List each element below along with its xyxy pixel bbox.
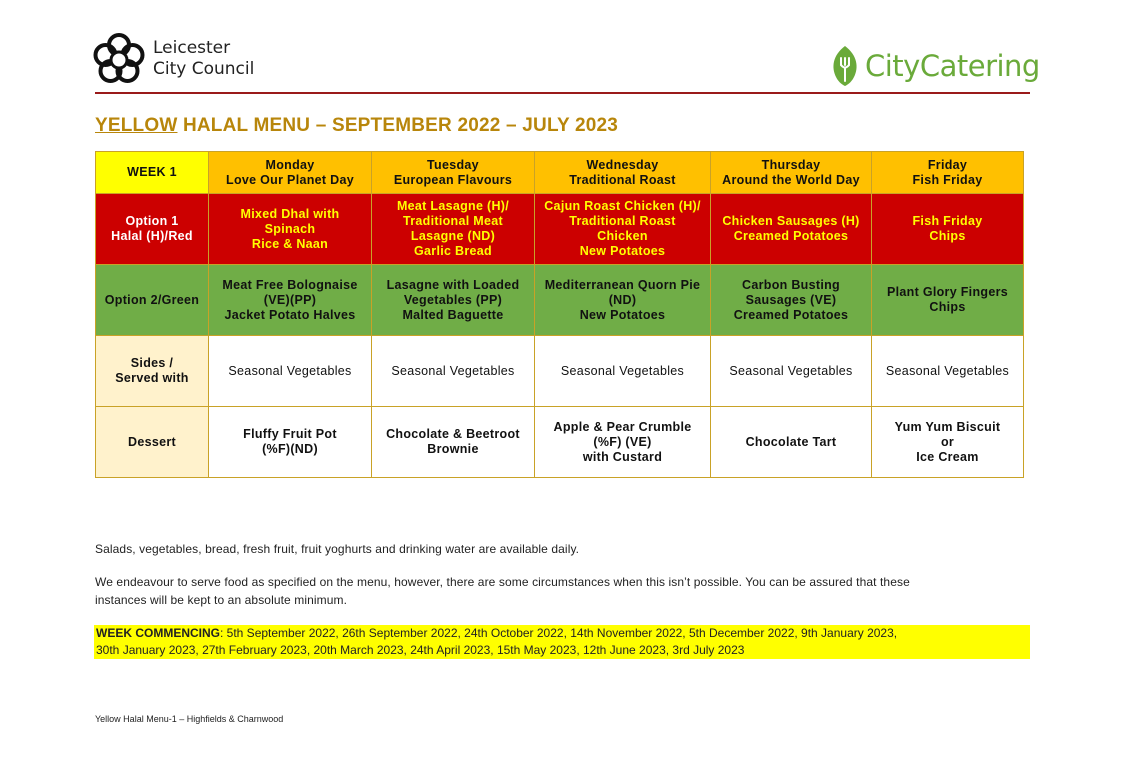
- day-header-monday: [209, 152, 372, 194]
- menu-cell: [535, 265, 711, 336]
- dish-line: Brownie: [427, 442, 479, 456]
- dish-line: Yum Yum Biscuit: [894, 419, 1001, 434]
- menu-cell: [372, 194, 535, 265]
- menu-cell: [872, 194, 1024, 265]
- menu-cell: [209, 265, 372, 336]
- week-commencing-line: : 5th September 2022, 26th September 2022, 24th October 2022, 14th November 2022, 5th December 2022, 9th January 2023,: [220, 626, 898, 640]
- menu-cell: [372, 407, 535, 478]
- menu-table: [95, 151, 1024, 478]
- table-row-option-1: [96, 194, 1024, 265]
- day-name: Wednesday: [586, 157, 659, 172]
- endeavour-line: We endeavour to serve food as specified on the menu, however, there are some circumstances when this isn’t possible. You can be assured that these: [95, 575, 910, 589]
- label-line: Served with: [115, 371, 189, 385]
- dish-line: Spinach: [264, 221, 316, 236]
- week-commencing-dates: [94, 625, 1030, 659]
- title-rest: HALAL MENU – SEPTEMBER 2022 – JULY 2023: [177, 115, 619, 136]
- dish-line: Malted Baguette: [402, 307, 504, 322]
- menu-cell: [372, 265, 535, 336]
- row-label: [96, 265, 209, 336]
- row-label: [96, 336, 209, 407]
- dish-line: Mediterranean Quorn Pie: [544, 277, 701, 292]
- dish-line: with Custard: [582, 449, 663, 464]
- label-line: Halal (H)/Red: [111, 229, 193, 243]
- menu-cell: [711, 194, 872, 265]
- dish-line: Lasagne with Loaded: [386, 277, 520, 292]
- title-colour-word: YELLOW: [95, 115, 178, 136]
- table-header-row: [96, 152, 1024, 194]
- day-header-tuesday: [372, 152, 535, 194]
- council-name-line1: Leicester: [153, 38, 231, 58]
- menu-cell: [372, 336, 535, 407]
- dish-line: Seasonal Vegetables: [729, 363, 853, 378]
- week-label: WEEK 1: [96, 152, 209, 194]
- leicester-city-council-logo: [92, 32, 254, 86]
- page-title: [95, 115, 618, 137]
- dish-line: Chips: [929, 229, 966, 243]
- day-name: Tuesday: [427, 157, 479, 172]
- day-theme: European Flavours: [393, 172, 513, 187]
- week-commencing-label: WEEK COMMENCING: [96, 626, 220, 640]
- label-line: Option 1: [125, 214, 179, 228]
- endeavour-note: [95, 573, 1030, 609]
- dish-line: (%F)(ND): [262, 442, 318, 456]
- dish-line: Traditional Meat: [403, 214, 503, 228]
- menu-cell: [711, 336, 872, 407]
- dish-line: New Potatoes: [579, 307, 666, 322]
- city-catering-logo: [830, 45, 1040, 87]
- dish-line: Sausages (VE): [745, 292, 837, 307]
- dish-line: Ice Cream: [916, 449, 979, 464]
- dish-line: Seasonal Vegetables: [228, 363, 352, 378]
- dish-line: Chips: [929, 300, 966, 314]
- dish-line: Seasonal Vegetables: [560, 363, 685, 378]
- menu-cell: [535, 194, 711, 265]
- dish-line: Traditional Roast: [569, 214, 676, 228]
- table-row-sides: [96, 336, 1024, 407]
- dish-line: or: [940, 434, 955, 449]
- dish-line: (ND): [608, 292, 637, 307]
- leaf-fork-icon: [830, 45, 860, 87]
- dish-line: Creamed Potatoes: [733, 229, 849, 243]
- endeavour-line: instances will be kept to an absolute minimum.: [95, 593, 348, 607]
- label-line: Dessert: [128, 434, 176, 449]
- dish-line: (%F) (VE): [593, 434, 652, 449]
- menu-cell: [209, 194, 372, 265]
- dish-line: Creamed Potatoes: [733, 307, 849, 322]
- table-row-option-2: [96, 265, 1024, 336]
- page-footer: Yellow Halal Menu-1 – Highfields & Charnwood: [95, 714, 284, 724]
- label-line: Sides /: [130, 356, 174, 370]
- dish-line: Vegetables (PP): [403, 292, 503, 307]
- dish-line: Meat Free Bolognaise: [222, 277, 358, 292]
- dish-line: Carbon Busting: [742, 277, 840, 292]
- row-label: [96, 407, 209, 478]
- label-line: Option 2/Green: [104, 292, 200, 307]
- week-commencing-line: 30th January 2023, 27th February 2023, 20th March 2023, 24th April 2023, 15th May 2023, 12th June 2023, 3rd July 2023: [96, 643, 745, 657]
- day-name: Friday: [927, 157, 968, 172]
- day-header-friday: [872, 152, 1024, 194]
- menu-cell: [711, 265, 872, 336]
- dish-line: Meat Lasagne (H)/: [396, 199, 510, 213]
- dish-line: Fish Friday: [912, 214, 983, 228]
- menu-cell: [535, 407, 711, 478]
- dish-line: Seasonal Vegetables: [391, 363, 515, 378]
- dish-line: (VE)(PP): [263, 292, 317, 307]
- dish-line: Plant Glory Fingers: [886, 285, 1008, 299]
- day-name: Monday: [265, 157, 315, 172]
- dish-line: Chicken: [597, 229, 648, 243]
- cinquefoil-icon: [92, 32, 146, 86]
- council-name-line2: City Council: [153, 59, 255, 79]
- menu-cell: [872, 407, 1024, 478]
- dish-line: Lasagne (ND): [410, 229, 496, 243]
- menu-cell: [872, 336, 1024, 407]
- dish-line: Cajun Roast Chicken (H)/: [544, 199, 701, 213]
- menu-cell: [209, 407, 372, 478]
- header-divider: [95, 92, 1030, 94]
- menu-cell: [872, 265, 1024, 336]
- dish-line: Mixed Dhal with: [240, 206, 340, 221]
- dish-line: Apple & Pear Crumble: [553, 419, 692, 434]
- day-header-thursday: [711, 152, 872, 194]
- dish-line: Chocolate Tart: [745, 434, 837, 449]
- dish-line: Chicken Sausages (H): [722, 214, 860, 228]
- day-theme: Love Our Planet Day: [226, 172, 354, 187]
- menu-cell: [711, 407, 872, 478]
- dish-line: Jacket Potato Halves: [224, 307, 356, 322]
- dish-line: New Potatoes: [579, 244, 666, 258]
- daily-availability-note: Salads, vegetables, bread, fresh fruit, fruit yoghurts and drinking water are available daily.: [95, 542, 580, 556]
- menu-cell: [209, 336, 372, 407]
- dish-line: Chocolate & Beetroot: [386, 427, 520, 441]
- dish-line: Garlic Bread: [414, 244, 492, 258]
- day-name: Thursday: [761, 157, 821, 172]
- table-row-dessert: [96, 407, 1024, 478]
- day-theme: Traditional Roast: [569, 172, 676, 187]
- row-label: [96, 194, 209, 265]
- dish-line: Rice & Naan: [251, 236, 329, 251]
- menu-cell: [535, 336, 711, 407]
- day-theme: Fish Friday: [912, 172, 983, 187]
- city-catering-wordmark: CityCatering: [865, 49, 1040, 83]
- dish-line: Seasonal Vegetables: [885, 363, 1010, 378]
- day-header-wednesday: [535, 152, 711, 194]
- day-theme: Around the World Day: [722, 172, 860, 187]
- dish-line: Fluffy Fruit Pot: [243, 427, 337, 441]
